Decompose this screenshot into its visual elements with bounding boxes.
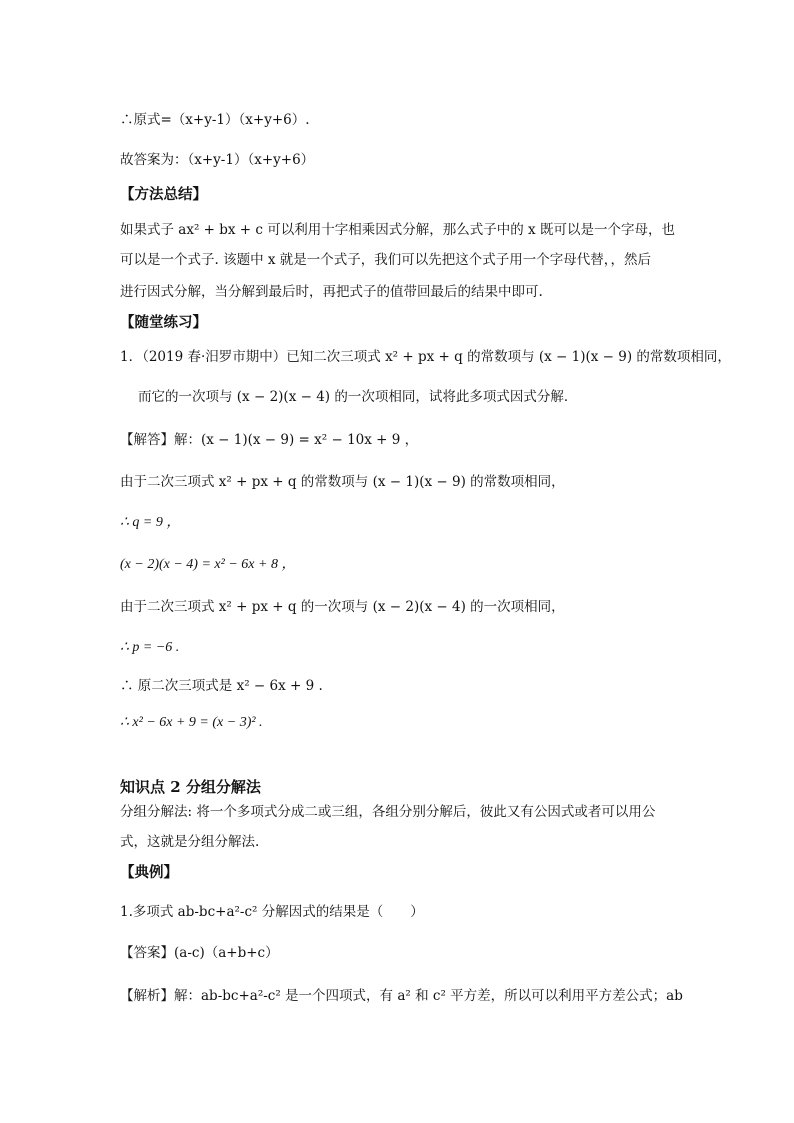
text-line-4: 如果式子 ax² + bx + c 可以利用十字相乘因式分解，那么式子中的 x 既可以是一个字母，也 <box>120 222 675 238</box>
heading-practice: 【随堂练习】 <box>120 314 207 331</box>
heading-method-summary: 【方法总结】 <box>120 186 207 203</box>
text-line-14: 由于二次三项式 x² + px + q 的一次项与 (x − 2)(x − 4) 的一次项相同， <box>120 599 565 615</box>
text-line-2: 故答案为：（x+y-1）（x+y+6） <box>120 152 315 168</box>
text-line-12: ∴ q = 9 ， <box>120 515 181 530</box>
text-line-5: 可以是一个式子. 该题中 x 就是一个式子，我们可以先把这个式子用一个字母代替，，然后 <box>120 252 652 268</box>
text-line-8: 1．（2019 春·汨罗市期中）已知二次三项式 x² + px + q 的常数项与 (x − 1)(x − 9) 的常数项相同， <box>120 349 731 365</box>
text-line-16: ∴ 原二次三项式是 x² − 6x + 9 . <box>120 678 323 694</box>
text-line-9: 而它的一次项与 (x − 2)(x − 4) 的一次项相同，试将此多项式因式分解． <box>138 389 578 405</box>
heading-knowledge-point-2: 知识点 2 分组分解法 <box>120 778 261 796</box>
text-line-23: 【答案】(a-c)（a+b+c） <box>120 945 279 961</box>
text-line-24: 【解析】解：ab-bc+a²-c² 是一个四项式，有 a² 和 c² 平方差，所以可以利用平方差公式；ab <box>120 988 683 1004</box>
text-line-20: 式，这就是分组分解法. <box>120 834 260 850</box>
text-line-13: (x − 2)(x − 4) = x² − 6x + 8 ， <box>120 557 296 572</box>
text-line-22: 1.多项式 ab-bc+a²-c² 分解因式的结果是（ ） <box>120 904 424 920</box>
text-line-6: 进行因式分解，当分解到最后时，再把式子的值带回最后的结果中即可. <box>120 284 543 300</box>
text-line-1: ∴原式=（x+y-1）（x+y+6）. <box>120 112 310 128</box>
text-line-15: ∴ p = −6 . <box>120 640 180 655</box>
heading-example: 【典例】 <box>120 864 178 881</box>
text-line-19: 分组分解法: 将一个多项式分成二或三组，各组分别分解后，彼此又有公因式或者可以用公 <box>120 804 656 820</box>
text-line-11: 由于二次三项式 x² + px + q 的常数项与 (x − 1)(x − 9) 的常数项相同， <box>120 474 565 490</box>
text-line-17: ∴ x² − 6x + 9 = (x − 3)² . <box>120 715 263 730</box>
text-line-10: 【解答】解：(x − 1)(x − 9) = x² − 10x + 9 ， <box>120 432 419 448</box>
